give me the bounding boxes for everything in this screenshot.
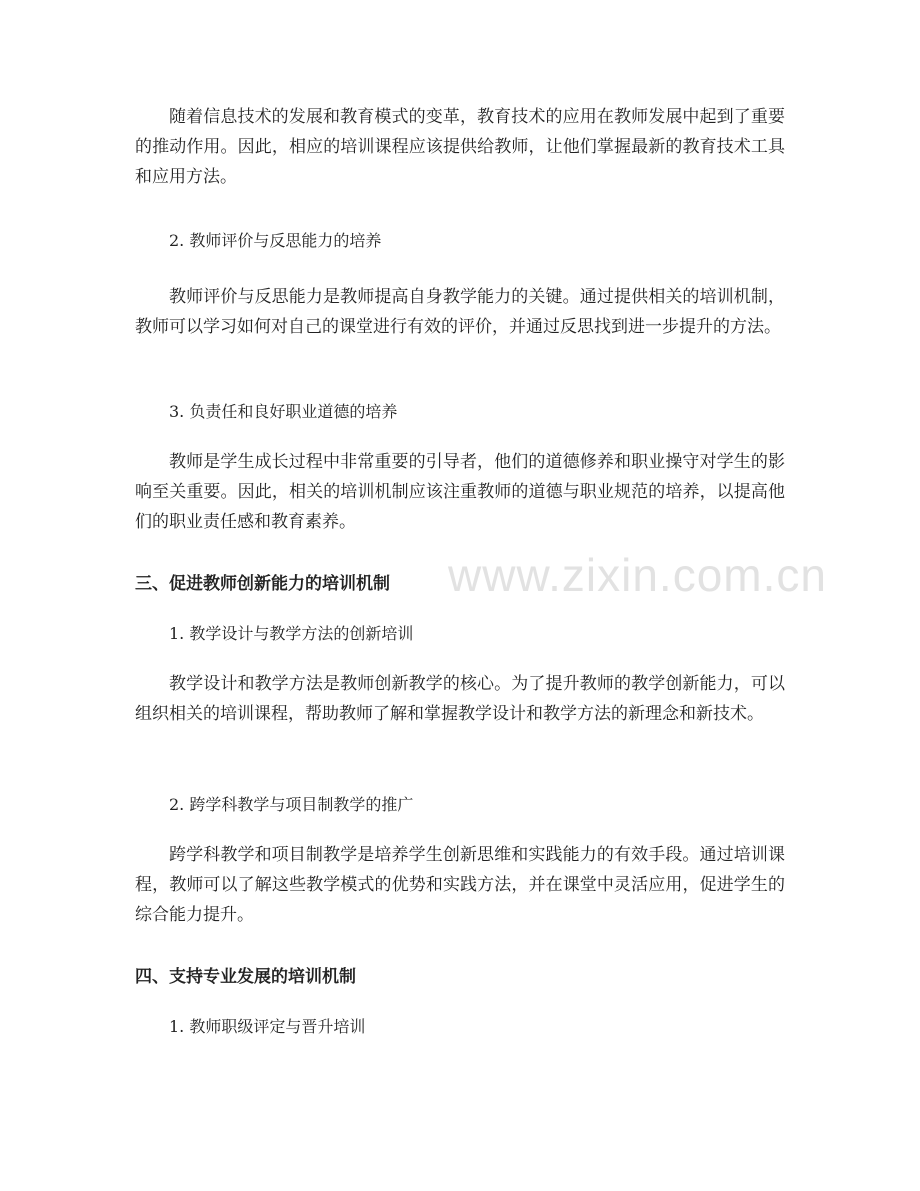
list-item-rank-evaluation: 1. 教师职级评定与晋升培训 bbox=[169, 1017, 366, 1036]
list-item-teaching-design-innovation: 1. 教学设计与教学方法的创新培训 bbox=[169, 624, 414, 643]
paragraph-evaluation-reflection: 教师评价与反思能力是教师提高自身教学能力的关键。通过提供相关的培训机制，教师可以学习如何对自己的课堂进行有效的评价，并通过反思找到进一步提升的方法。 bbox=[135, 287, 785, 337]
paragraph-professional-ethics: 教师是学生成长过程中非常重要的引导者，他们的道德修养和职业操守对学生的影响至关重要。因此，相关的培训机制应该注重教师的道德与职业规范的培养，以提高他们的职业责任感和教育素养。 bbox=[135, 452, 785, 532]
paragraph-interdisciplinary-teaching: 跨学科教学和项目制教学是培养学生创新思维和实践能力的有效手段。通过培训课程，教师可以了解这些教学模式的优势和实践方法，并在课堂中灵活应用，促进学生的综合能力提升。 bbox=[135, 845, 785, 925]
list-item-professional-ethics: 3. 负责任和良好职业道德的培养 bbox=[169, 402, 398, 421]
section-heading-innovation: 三、促进教师创新能力的培训机制 bbox=[135, 574, 390, 594]
paragraph-education-technology: 随着信息技术的发展和教育模式的变革，教育技术的应用在教师发展中起到了重要的推动作用。因此，相应的培训课程应该提供给教师，让他们掌握最新的教育技术工具和应用方法。 bbox=[135, 107, 785, 187]
section-heading-professional-development: 四、支持专业发展的培训机制 bbox=[135, 967, 356, 987]
list-item-interdisciplinary-teaching: 2. 跨学科教学与项目制教学的推广 bbox=[169, 795, 414, 814]
watermark: www.zixin.com.cn bbox=[448, 549, 827, 601]
list-item-evaluation-reflection: 2. 教师评价与反思能力的培养 bbox=[169, 231, 382, 250]
paragraph-teaching-design-innovation: 教学设计和教学方法是教师创新教学的核心。为了提升教师的教学创新能力，可以组织相关的培训课程，帮助教师了解和掌握教学设计和教学方法的新理念和新技术。 bbox=[135, 674, 785, 724]
